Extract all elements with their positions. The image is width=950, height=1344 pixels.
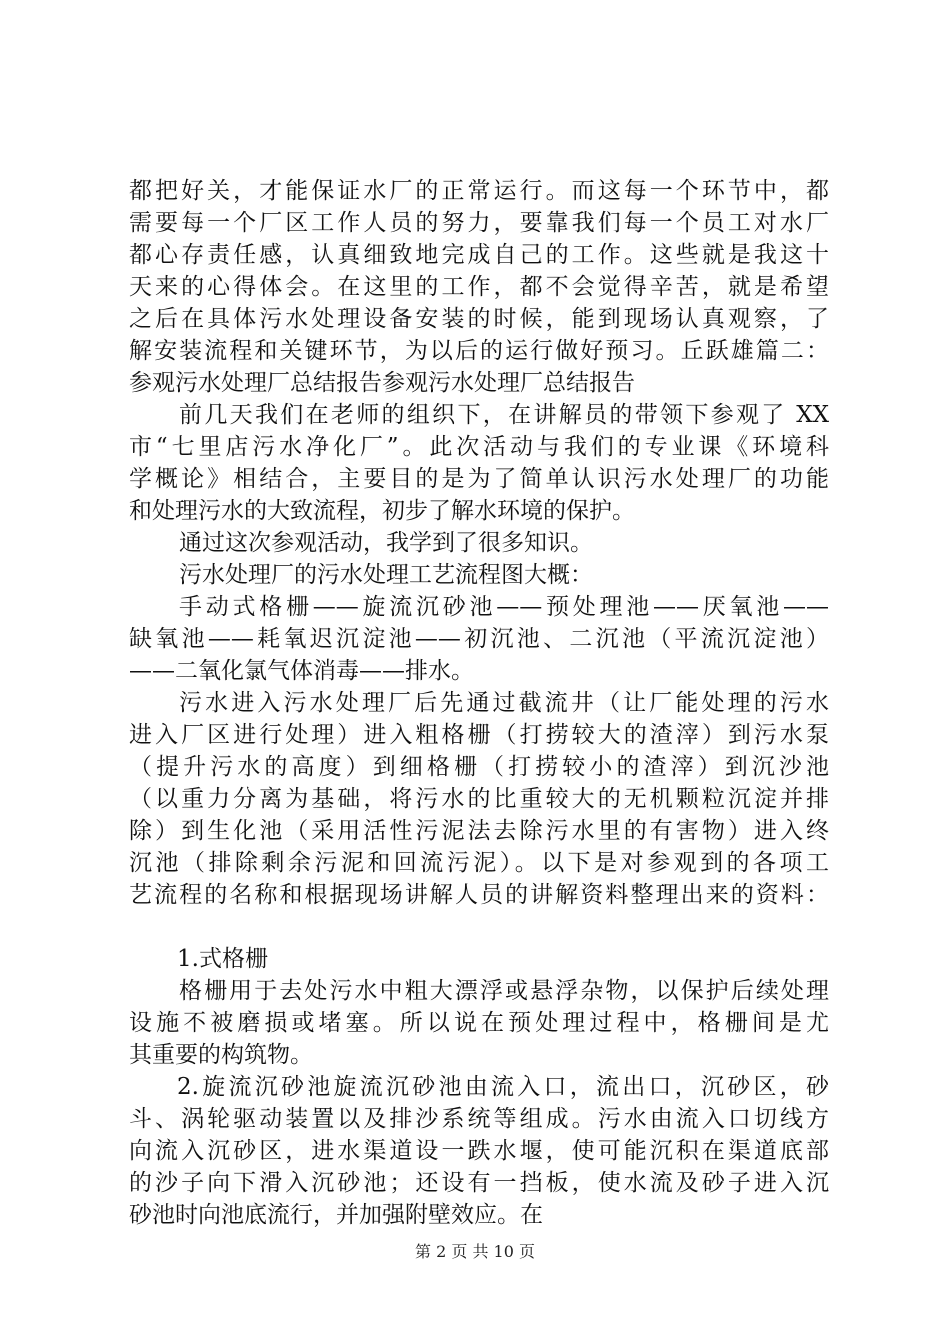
- paragraph-first-line: 格栅用于去处污水中粗大漂浮或悬浮杂物，以保护后续处理: [179, 978, 829, 1004]
- text-line: 向流入沉砂区，进水渠道设一跌水堰，使可能沉积在渠道底部: [129, 1138, 829, 1164]
- text-line: 缺氧池——耗氧迟沉淀池——初沉池、二沉池（平流沉淀池）: [129, 626, 829, 652]
- text-line: ——二氧化氯气体消毒——排水。: [129, 658, 474, 684]
- blank-line: [129, 911, 829, 943]
- text-line: 解安装流程和关键环节，为以后的运行做好预习。丘跃雄篇二：: [129, 338, 829, 364]
- text-line: 参观污水处理厂总结报告参观污水处理厂总结报告: [129, 370, 635, 396]
- text-line: 之后在具体污水处理设备安装的时候，能到现场认真观察，了: [129, 306, 829, 332]
- text-line: 都把好关，才能保证水厂的正常运行。而这每一个环节中，都: [129, 178, 829, 204]
- text-line: 学概论》相结合，主要目的是为了简单认识污水处理厂的功能: [129, 466, 829, 492]
- section-heading: 1.式格栅: [177, 946, 268, 972]
- text-line: （以重力分离为基础，将污水的比重较大的无机颗粒沉淀并排: [129, 786, 829, 812]
- text-line: 其重要的构筑物。: [129, 1042, 313, 1068]
- paragraph-first-line: 手动式格栅——旋流沉砂池——预处理池——厌氧池——: [179, 594, 829, 620]
- text-line: 艺流程的名称和根据现场讲解人员的讲解资料整理出来的资料：: [129, 882, 829, 908]
- paragraph-first-line: 污水处理厂的污水处理工艺流程图大概：: [179, 562, 593, 588]
- text-line: 砂池时向池底流行，并加强附壁效应。在: [129, 1202, 543, 1228]
- paragraph-first-line: 污水进入污水处理厂后先通过截流井（让厂能处理的污水: [179, 690, 829, 716]
- text-line: 沉池（排除剩余污泥和回流污泥）。以下是对参观到的各项工: [129, 850, 829, 876]
- text-line: 都心存责任感，认真细致地完成自己的工作。这些就是我这十: [129, 242, 829, 268]
- document-body: [129, 175, 829, 1231]
- text-line: 天来的心得体会。在这里的工作，都不会觉得辛苦，就是希望: [129, 274, 829, 300]
- text-line: 市“七里店污水净化厂”。此次活动与我们的专业课《环境科: [129, 434, 829, 460]
- text-line: 斗、涡轮驱动装置以及排沙系统等组成。污水由流入口切线方: [129, 1106, 829, 1132]
- paragraph-first-line: 2.旋流沉砂池旋流沉砂池由流入口，流出口，沉砂区，砂: [177, 1074, 829, 1100]
- text-line: 和处理污水的大致流程，初步了解水环境的保护。: [129, 498, 635, 524]
- text-line: 设施不被磨损或堵塞。所以说在预处理过程中，格栅间是尤: [129, 1010, 829, 1036]
- page-number-footer: 第 2 页 共 10 页: [415, 1242, 535, 1261]
- paragraph-first-line: 通过这次参观活动，我学到了很多知识。: [179, 530, 593, 556]
- text-line: 的沙子向下滑入沉砂池；还设有一挡板，使水流及砂子进入沉: [129, 1170, 829, 1196]
- text-line: 需要每一个厂区工作人员的努力，要靠我们每一个员工对水厂: [129, 210, 829, 236]
- paragraph-first-line: 前几天我们在老师的组织下，在讲解员的带领下参观了 XX: [179, 402, 829, 428]
- text-line: 进入厂区进行处理）进入粗格栅（打捞较大的渣滓）到污水泵: [129, 722, 829, 748]
- text-line: 除）到生化池（采用活性污泥法去除污水里的有害物）进入终: [129, 818, 829, 844]
- text-line: （提升污水的高度）到细格栅（打捞较小的渣滓）到沉沙池: [129, 754, 829, 780]
